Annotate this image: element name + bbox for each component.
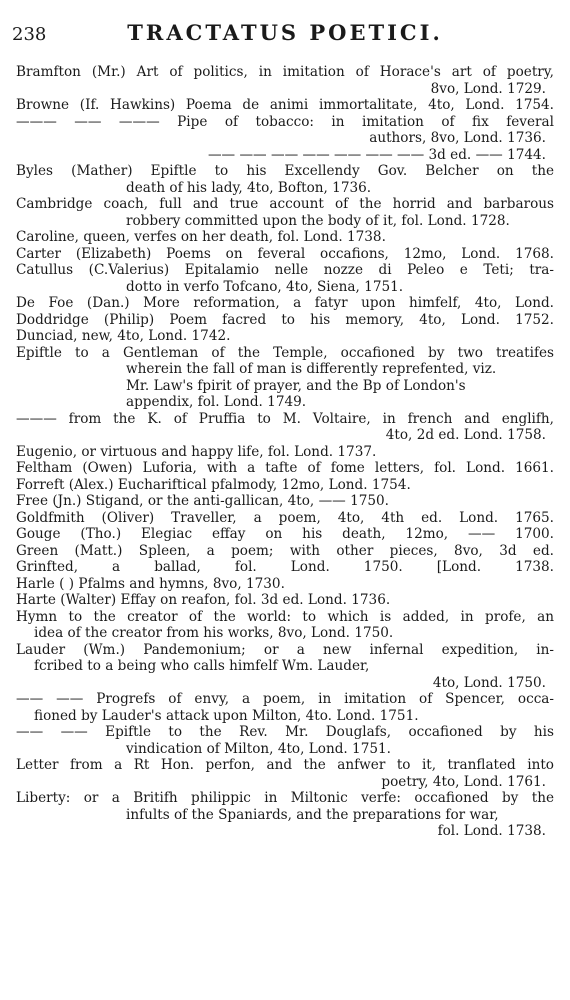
entry-line: Byles (Mather) Epiftle to his Excellendy Gov. Belcher on the: [16, 163, 554, 179]
entry-line: appendix, fol. Lond. 1749.: [126, 394, 307, 410]
page-number: 238: [12, 24, 47, 45]
entry-line: 8vo, Lond. 1729.: [430, 80, 546, 97]
entry-line: Carter (Elizabeth) Poems on feveral occafions, 12mo, Lond. 1768.: [16, 245, 554, 262]
entry-line: Forreft (Alex.) Euchariftical pfalmody, 12mo, Lond. 1754.: [16, 476, 411, 493]
entry-line: Epiftle to a Gentleman of the Temple, occafioned by two treatifes: [16, 344, 554, 361]
entry-line: idea of the creator from his works, 8vo, Lond. 1750.: [34, 625, 394, 641]
entry-line: —— —— Epiftle to the Rev. Mr. Douglafs, occafioned by his: [16, 724, 554, 740]
entry-line: ——— from the K. of Pruffia to M. Voltaire, in french and englifh,: [16, 410, 554, 427]
entry-line: dotto in verfo Tofcano, 4to, Siena, 1751.: [126, 278, 404, 295]
running-title: TRACTATUS POETICI.: [127, 20, 443, 45]
entry-line: Catullus (C.Valerius) Epitalamio nelle nozze di Peleo e Teti; tra-: [16, 262, 554, 278]
entry-line: fol. Lond. 1738.: [437, 823, 546, 839]
entry-line: Eugenio, or virtuous and happy life, fol. Lond. 1737.: [16, 443, 377, 460]
entry-line: Hymn to the creator of the world: to which is added, in profe, an: [16, 608, 554, 625]
entry-line: death of his lady, 4to, Bofton, 1736.: [126, 179, 372, 196]
entry-line: Goldfmith (Oliver) Traveller, a poem, 4to, 4th ed. Lond. 1765.: [16, 509, 554, 526]
entry-line: infults of the Spaniards, and the preparations for war,: [126, 806, 499, 823]
entry-line: Mr. Law's fpirit of prayer, and the Bp of London's: [126, 377, 466, 394]
entry-line: Harte (Walter) Effay on reafon, fol. 3d ed. Lond. 1736.: [16, 592, 391, 608]
entry-line: ——— —— ——— Pipe of tobacco: in imitation of fix feveral: [16, 113, 554, 130]
entry-line: Green (Matt.) Spleen, a poem; with other pieces, 8vo, 3d ed.: [16, 542, 554, 559]
entry-line: 4to, 2d ed. Lond. 1758.: [385, 427, 546, 443]
entry-line: authors, 8vo, Lond. 1736.: [369, 130, 546, 146]
entry-line: Bramfton (Mr.) Art of politics, in imitation of Horace's art of poetry,: [16, 64, 554, 80]
entry-line: Letter from a Rt Hon. perfon, and the anfwer to it, tranflated into: [16, 757, 554, 773]
entry-line: Free (Jn.) Stigand, or the anti-gallican, 4to, —— 1750.: [16, 493, 389, 509]
entry-line: Dunciad, new, 4to, Lond. 1742.: [16, 328, 231, 344]
entry-line: Gouge (Tho.) Elegiac effay on his death, 12mo, —— 1700.: [16, 526, 554, 542]
entry-line: Feltham (Owen) Luforia, with a tafte of fome letters, fol. Lond. 1661.: [16, 460, 554, 476]
bibliography-entries: [16, 64, 554, 840]
entry-line: wherein the fall of man is differently reprefented, viz.: [126, 361, 497, 377]
entry-line: —— —— —— —— —— —— —— 3d ed. —— 1744.: [207, 146, 546, 163]
entry-line: Doddridge (Philip) Poem facred to his memory, 4to, Lond. 1752.: [16, 311, 554, 328]
entry-line: Lauder (Wm.) Pandemonium; or a new infernal expedition, in-: [16, 641, 554, 658]
entry-line: —— —— Progrefs of envy, a poem, in imitation of Spencer, occa-: [16, 691, 554, 707]
entry-line: 4to, Lond. 1750.: [432, 674, 546, 691]
entry-line: Caroline, queen, verfes on her death, fol. Lond. 1738.: [16, 229, 386, 245]
entry-line: Harle ( ) Pfalms and hymns, 8vo, 1730.: [16, 575, 285, 592]
entry-line: Liberty: or a Britifh philippic in Miltonic verfe: occafioned by the: [16, 790, 554, 806]
entry-line: vindication of Milton, 4to, Lond. 1751.: [126, 740, 391, 757]
entry-line: fcribed to a being who calls himfelf Wm. Lauder,: [34, 658, 370, 674]
entry-line: fioned by Lauder's attack upon Milton, 4to. Lond. 1751.: [34, 707, 419, 724]
page-header: [0, 18, 570, 48]
entry-line: De Foe (Dan.) More reformation, a fatyr upon himfelf, 4to, Lond.: [16, 295, 554, 311]
entry-line: Cambridge coach, full and true account of the horrid and barbarous: [16, 196, 554, 212]
entry-line: Browne (If. Hawkins) Poema de animi immortalitate, 4to, Lond. 1754.: [16, 97, 554, 113]
entry-line: poetry, 4to, Lond. 1761.: [381, 773, 546, 790]
entry-line: Grinfted, a ballad, fol. Lond. 1750. [Lond. 1738.: [16, 559, 554, 575]
entry-line: robbery committed upon the body of it, fol. Lond. 1728.: [126, 212, 510, 229]
